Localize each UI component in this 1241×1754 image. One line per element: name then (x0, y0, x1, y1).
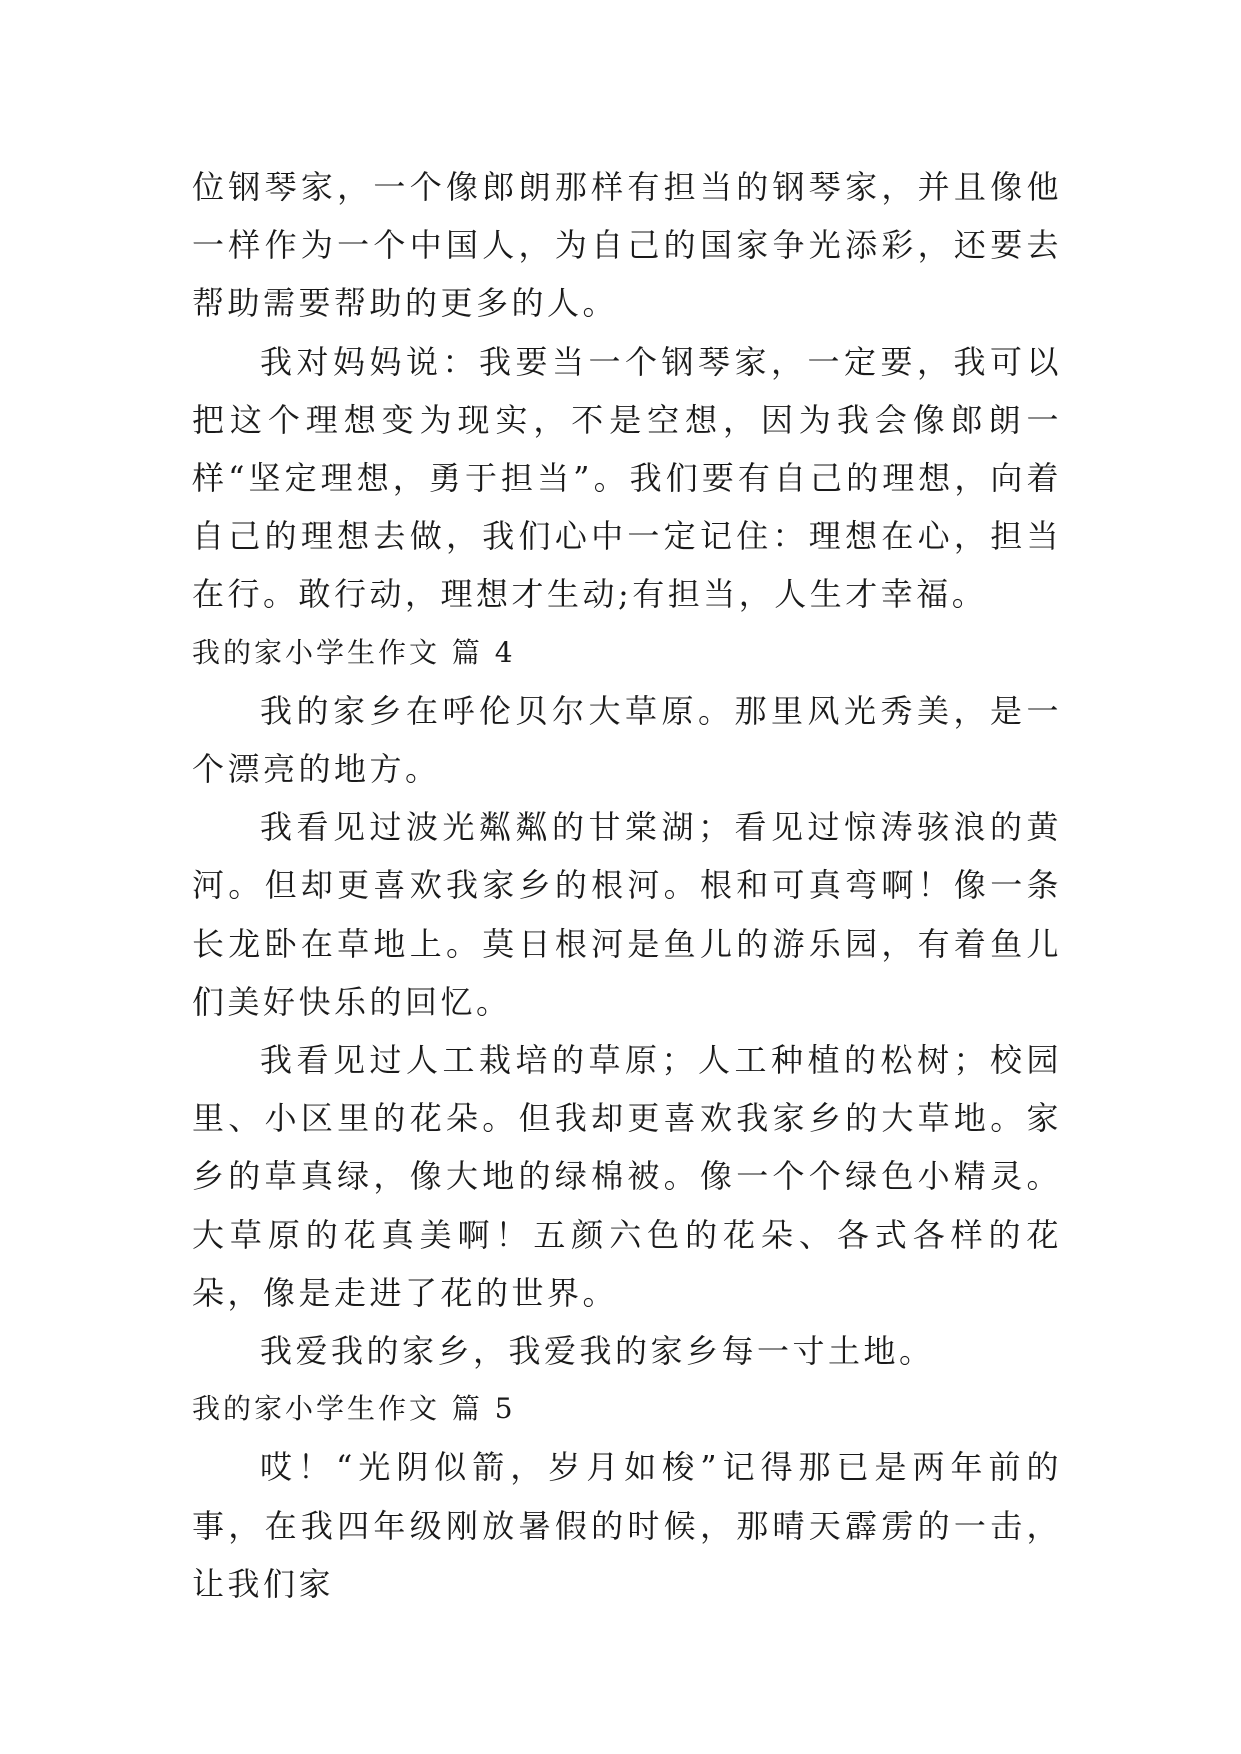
section-heading-4: 我的家小学生作文 篇 4 (192, 635, 516, 669)
paragraph-7: 哎！“光阴似箭，岁月如梭”记得那已是两年前的事，在我四年级刚放暑假的时候，那晴天霹雳的一击，让我们家 (192, 1448, 1062, 1603)
paragraph-1: 位钢琴家，一个像郎朗那样有担当的钢琴家，并且像他一样作为一个中国人，为自己的国家争光添彩，还要去帮助需要帮助的更多的人。 (192, 168, 1062, 323)
section-heading-5: 我的家小学生作文 篇 5 (192, 1392, 516, 1426)
paragraph-3: 我的家乡在呼伦贝尔大草原。那里风光秀美，是一个漂亮的地方。 (192, 691, 1062, 789)
paragraph-2: 我对妈妈说：我要当一个钢琴家，一定要，我可以把这个理想变为现实，不是空想，因为我会像郎朗一样“坚定理想，勇于担当”。我们要有自己的理想，向着自己的理想去做，我们心中一定记住：理想在心，担当在行。敢行动，理想才生动;有担当，人生才幸福。 (192, 342, 1062, 614)
paragraph-5: 我看见过人工栽培的草原；人工种植的松树；校园里、小区里的花朵。但我却更喜欢我家乡的大草地。家乡的草真绿，像大地的绿棉被。像一个个绿色小精灵。大草原的花真美啊！五颜六色的花朵、各式各样的花朵，像是走进了花的世界。 (192, 1041, 1062, 1312)
document-body (192, 158, 1062, 1613)
paragraph-6: 我爱我的家乡，我爱我的家乡每一寸土地。 (260, 1332, 935, 1371)
paragraph-4: 我看见过波光粼粼的甘棠湖；看见过惊涛骇浪的黄河。但却更喜欢我家乡的根河。根和可真弯啊！像一条长龙卧在草地上。莫日根河是鱼儿的游乐园，有着鱼儿们美好快乐的回忆。 (192, 808, 1062, 1021)
